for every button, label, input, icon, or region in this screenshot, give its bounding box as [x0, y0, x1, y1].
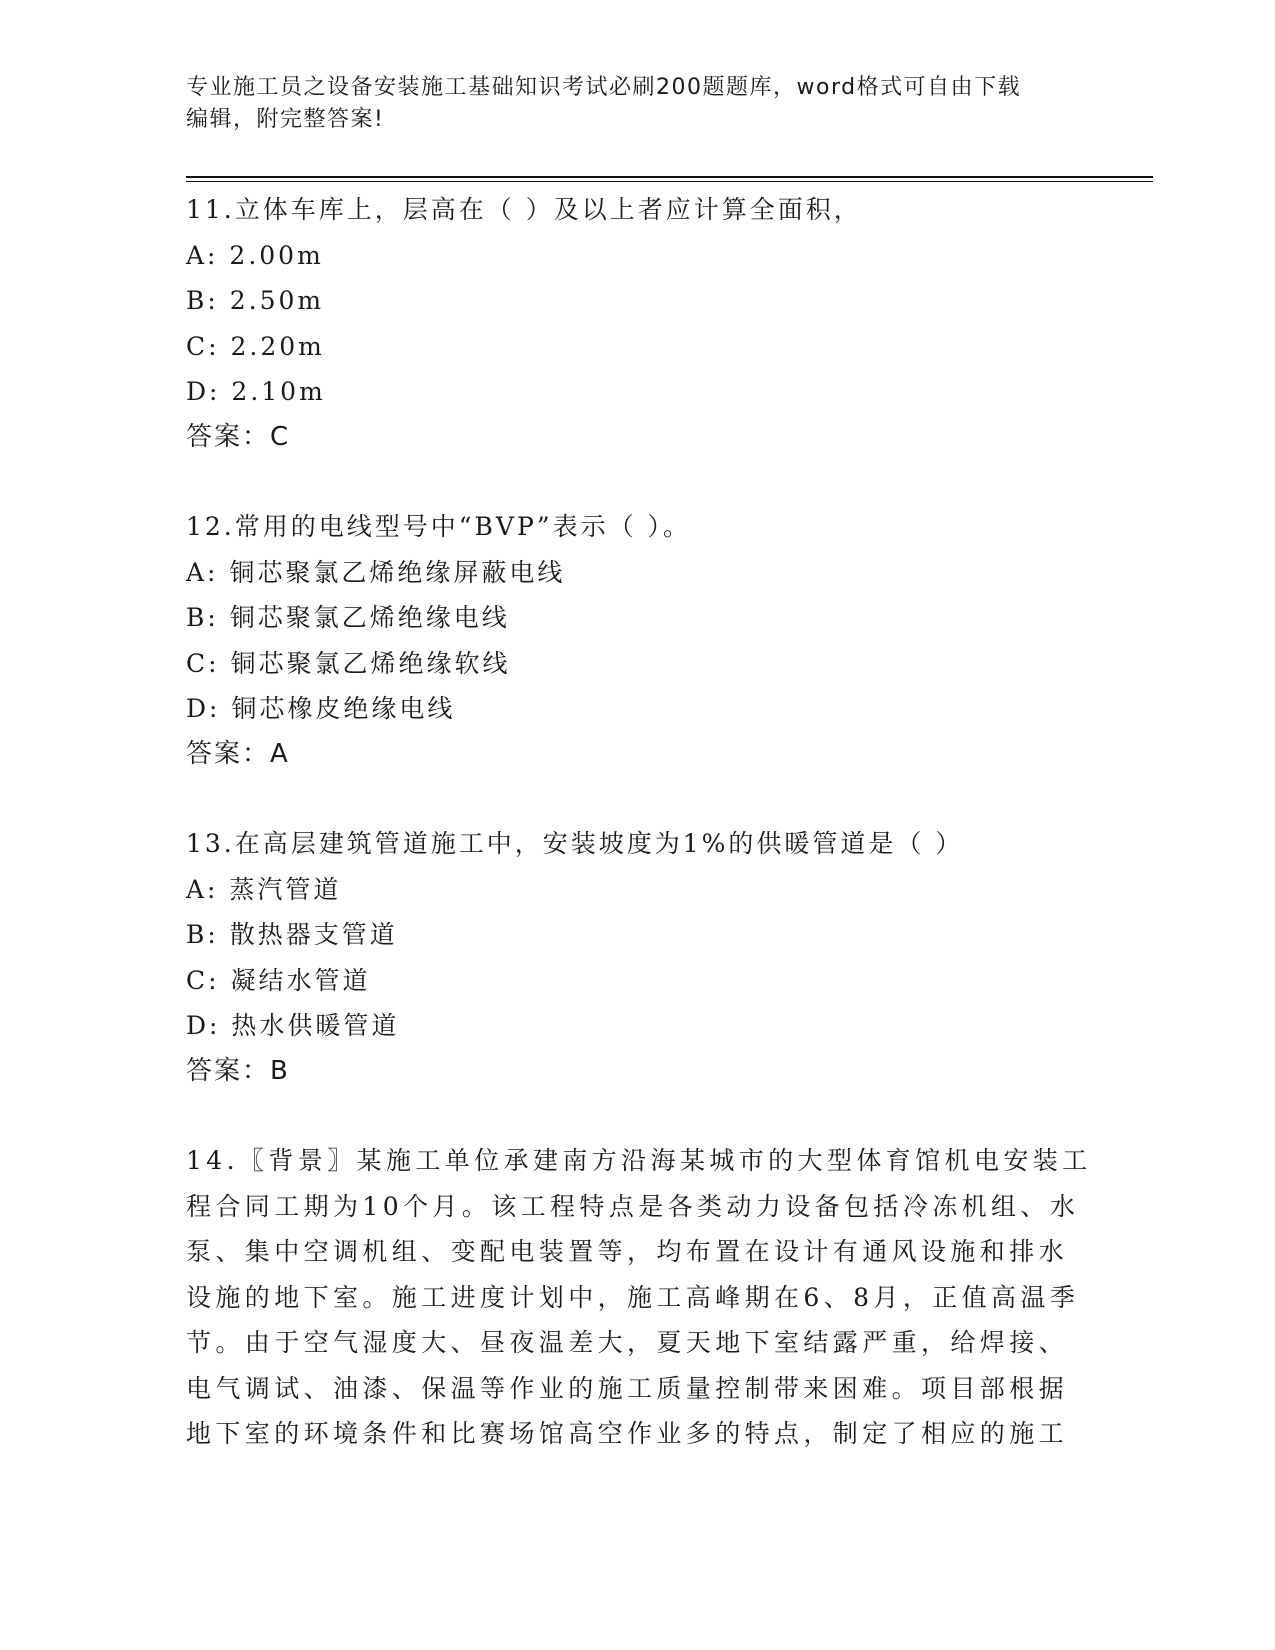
paragraph-line: 程合同工期为10个月。该工程特点是各类动力设备包括冷冻机组、水: [186, 1191, 1080, 1221]
paragraph-line: 电气调试、油漆、保温等作业的施工质量控制带来困难。项目部根据: [186, 1373, 1069, 1403]
option-a: A: 蒸汽管道: [186, 874, 342, 904]
paragraph-line: 设施的地下室。施工进度计划中，施工高峰期在6、8月，正值高温季: [186, 1282, 1080, 1312]
question-stem: 11.立体车库上，层高在（ ）及以上者应计算全面积，: [186, 195, 862, 224]
option-c: C: 铜芯聚氯乙烯绝缘软线: [186, 648, 511, 678]
paragraph-line: 泵、集中空调机组、变配电装置等，均布置在设计有通风设施和排水: [186, 1237, 1069, 1266]
question-stem: 13.在高层建筑管道施工中，安装坡度为1%的供暖管道是（ ）: [186, 829, 964, 858]
option-a: A: 铜芯聚氯乙烯绝缘屏蔽电线: [186, 557, 566, 587]
option-d: D: 铜芯橡皮绝缘电线: [186, 694, 456, 723]
option-d: D: 热水供暖管道: [186, 1011, 400, 1040]
paragraph-line: 地下室的环境条件和比赛场馆高空作业多的特点，制定了相应的施工: [186, 1419, 1069, 1448]
question-stem: 12.常用的电线型号中“BVP”表示（ ）。: [186, 512, 692, 541]
option-d: D: 2.10m: [186, 377, 326, 406]
header-line-2: 编辑，附完整答案!: [186, 107, 385, 132]
question-12: [186, 504, 1086, 777]
header-divider-thick: [186, 176, 1153, 178]
question-spacer: [186, 777, 1086, 821]
answer-line: 答案：A: [186, 738, 290, 769]
answer-line: 答案：C: [186, 421, 291, 452]
option-c: C: 凝结水管道: [186, 965, 371, 995]
option-a: A: 2.00m: [186, 240, 324, 270]
option-b: B: 散热器支管道: [186, 920, 398, 949]
paragraph-line: 节。由于空气湿度大、昼夜温差大，夏天地下室结露严重，给焊接、: [186, 1328, 1069, 1357]
question-spacer: [186, 460, 1086, 504]
question-13: [186, 821, 1086, 1094]
document-header: [186, 72, 1066, 136]
header-line-1: 专业施工员之设备安装施工基础知识考试必刷200题题库，word格式可自由下载: [186, 75, 1022, 100]
header-divider-thin: [186, 181, 1153, 182]
question-list: [186, 187, 1092, 1457]
option-b: B: 2.50m: [186, 286, 325, 315]
question-spacer: [186, 1094, 1086, 1138]
question-14-background: [186, 1138, 1092, 1457]
paragraph-line: 14.〖背景〗某施工单位承建南方沿海某城市的大型体育馆机电安装工: [186, 1146, 1092, 1175]
answer-line: 答案：B: [186, 1055, 290, 1086]
option-b: B: 铜芯聚氯乙烯绝缘电线: [186, 603, 510, 632]
option-c: C: 2.20m: [186, 331, 325, 361]
question-11: [186, 187, 1086, 460]
